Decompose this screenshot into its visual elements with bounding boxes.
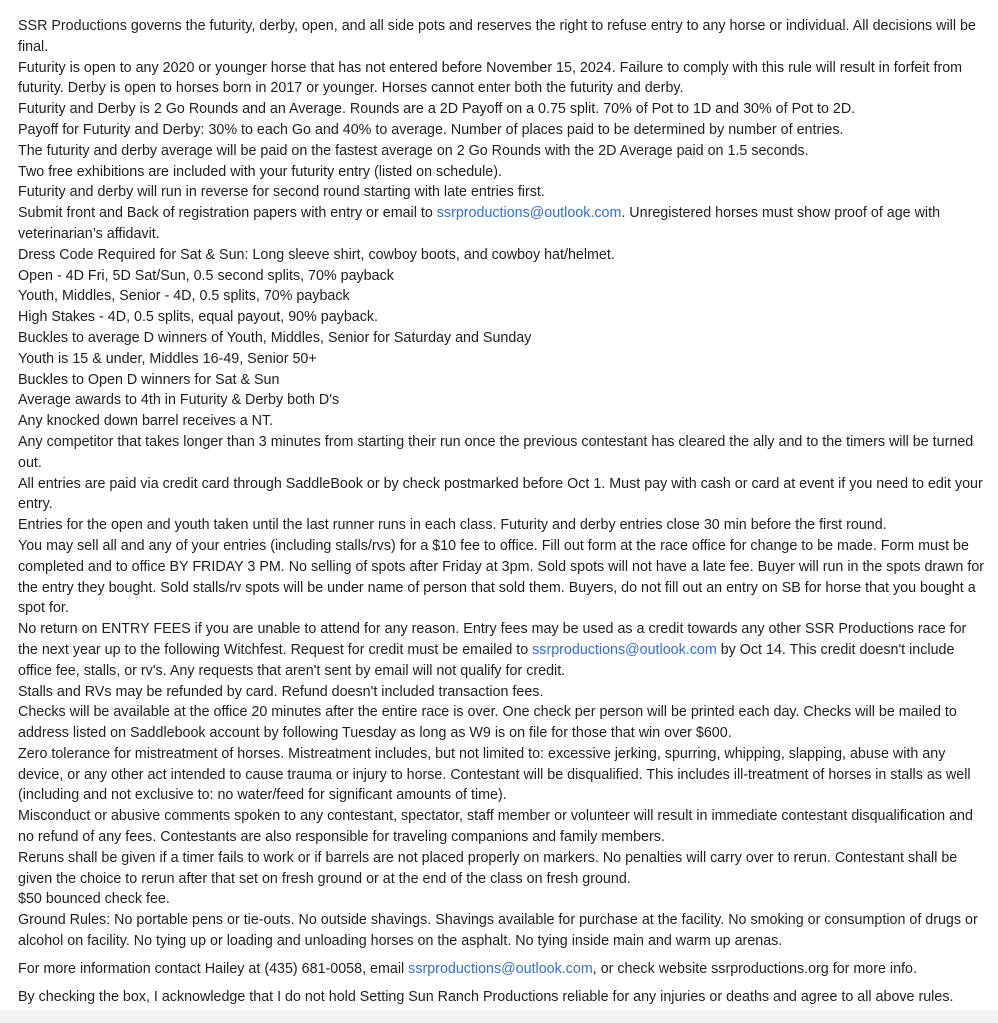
- rule-payoff: Payoff for Futurity and Derby: 30% to each Go and 40% to average. Number of places paid to be determined by number of entries.: [18, 121, 844, 138]
- rule-bounced-check: $50 bounced check fee.: [18, 891, 170, 908]
- email-link[interactable]: ssrproductions@outlook.com: [436, 205, 622, 222]
- rule-open: Open - 4D Fri, 5D Sat/Sun, 0.5 second splits, 70% payback: [18, 267, 394, 284]
- rule-buckles-open: Buckles to Open D winners for Sat & Sun: [18, 371, 280, 388]
- rule-stall-refund: Stalls and RVs may be refunded by card. Refund doesn't included transaction fees.: [18, 683, 544, 700]
- rule-youth: Youth, Middles, Senior - 4D, 0.5 splits, 70% payback: [18, 288, 350, 305]
- rule-text: No return on ENTRY FEES if you are unable to attend for any reason. Entry fees may be used as a credit towards any other SSR Productions race for the next year up to the following Witchfest. Request for credit must be emailed to: [18, 621, 967, 658]
- rule-futurity-eligibility: Futurity is open to any 2020 or younger horse that has not entered before November 15, 2024. Failure to comply with this rule will result in forfeit from futurity. Derby is open to horses born in 2017 or younger. Horses cannot enter both the futurity and derby.: [18, 59, 963, 97]
- rule-text: by Oct 14. This credit doesn't include office fee, stalls, or rv's. Any requests that aren't sent by email will not qualify for credit.: [18, 641, 955, 679]
- rule-checks: Checks will be available at the office 20 minutes after the entire race is over. One check per person will be printed each day. Checks will be mailed to address listed on Saddlebook account by following Tuesday as long as W9 is on file for those that win over $600.: [18, 704, 957, 742]
- rule-average-awards: Average awards to 4th in Futurity & Derby both D's: [18, 392, 340, 409]
- acknowledgement-text: By checking the box, I acknowledge that I do not hold Setting Sun Ranch Productions reliable for any injuries or deaths and agree to all above rules.: [18, 988, 954, 1005]
- contact-info: [18, 959, 990, 980]
- contact-text: , or check website ssrproductions.org for more info.: [592, 960, 917, 977]
- rule-text: Submit front and Back of registration papers with entry or email to: [18, 205, 437, 222]
- rule-governance: SSR Productions governs the futurity, derby, open, and all side pots and reserves the right to refuse entry to any horse or individual. All decisions will be final.: [18, 18, 976, 55]
- rule-payment: All entries are paid via credit card through SaddleBook or by check postmarked before Oct 1. Must pay with cash or card at event if you need to edit your entry.: [18, 475, 983, 513]
- rule-dress-code: Dress Code Required for Sat & Sun: Long sleeve shirt, cowboy boots, and cowboy hat/helmet.: [18, 246, 615, 263]
- rule-buckles-average: Buckles to average D winners of Youth, Middles, Senior for Saturday and Sunday: [18, 329, 532, 346]
- contact-text: For more information contact Hailey at (435) 681-0058, email: [18, 960, 409, 977]
- rule-ground-rules: Ground Rules: No portable pens or tie-outs. No outside shavings. Shavings available for purchase at the facility. No smoking or consumption of drugs or alcohol on facility. No tying up or loading and unloading horses on the asphalt. No tying inside main and warm up arenas.: [18, 912, 978, 950]
- rule-exhibitions: Two free exhibitions are included with your futurity entry (listed on schedule).: [18, 163, 502, 180]
- rule-reruns: Reruns shall be given if a timer fails to work or if barrels are not placed properly on markers. No penalties will carry over to rerun. Contestant shall be given the choice to rerun after that set on fresh ground or at the end of the class on fresh ground.: [18, 849, 958, 887]
- rule-misconduct: Misconduct or abusive comments spoken to any contestant, spectator, staff member or volunteer will result in immediate contestant disqualification and no refund of any fees. Contestants are also responsible for traveling companions and family members.: [18, 808, 973, 846]
- rule-age-groups: Youth is 15 & under, Middles 16-49, Senior 50+: [18, 350, 317, 367]
- rule-no-refund: [18, 619, 990, 681]
- rule-mistreatment: Zero tolerance for mistreatment of horses. Mistreatment includes, but not limited to: excessive jerking, spurring, whipping, slapping, abuse with any device, or any other act intended to cause trauma or injury to horse. Contestant will be disqualified. This includes ill-treatment of horses in stalls as well (including and not exclusive to: no water/feed for significant amounts of time).: [18, 745, 971, 804]
- rule-time-limit: Any competitor that takes longer than 3 minutes from starting their run once the previous contestant has cleared the ally and to the timers will be turned out.: [18, 433, 974, 471]
- rule-entries-close: Entries for the open and youth taken until the last runner runs in each class. Futurity and derby entries close 30 min before the first round.: [18, 517, 887, 534]
- rule-sell-entries: You may sell all and any of your entries (including stalls/rvs) for a $10 fee to office. Fill out form at the race office for change to be made. Form must be completed and to office BY FRIDAY 3 PM. No selling of spots after Friday at 3pm. Sold spots will not have a late fee. Buyer will run in the spots drawn for the entry they bought. Sold stalls/rv spots will be under name of person that sold them. Buyers, do not fill out an entry on SB for horse that you bought a spot for.: [18, 537, 985, 617]
- bottom-edge: [0, 1010, 998, 1023]
- email-link[interactable]: ssrproductions@outlook.com: [532, 641, 717, 658]
- rule-high-stakes: High Stakes - 4D, 0.5 splits, equal payout, 90% payback.: [18, 309, 379, 326]
- rule-reverse-order: Futurity and derby will run in reverse for second round starting with late entries first.: [18, 184, 545, 201]
- rule-text: . Unregistered horses must show proof of age with veterinarian’s affidavit.: [18, 205, 941, 242]
- rule-knocked-barrel: Any knocked down barrel receives a NT.: [18, 413, 274, 430]
- rule-average: The futurity and derby average will be paid on the fastest average on 2 Go Rounds with the 2D Average paid on 1.5 seconds.: [18, 142, 809, 159]
- email-link[interactable]: ssrproductions@outlook.com: [408, 960, 593, 977]
- rule-go-rounds: Futurity and Derby is 2 Go Rounds and an Average. Rounds are a 2D Payoff on a 0.75 split. 70% of Pot to 1D and 30% of Pot to 2D.: [18, 101, 856, 118]
- rule-registration-papers: [18, 203, 990, 245]
